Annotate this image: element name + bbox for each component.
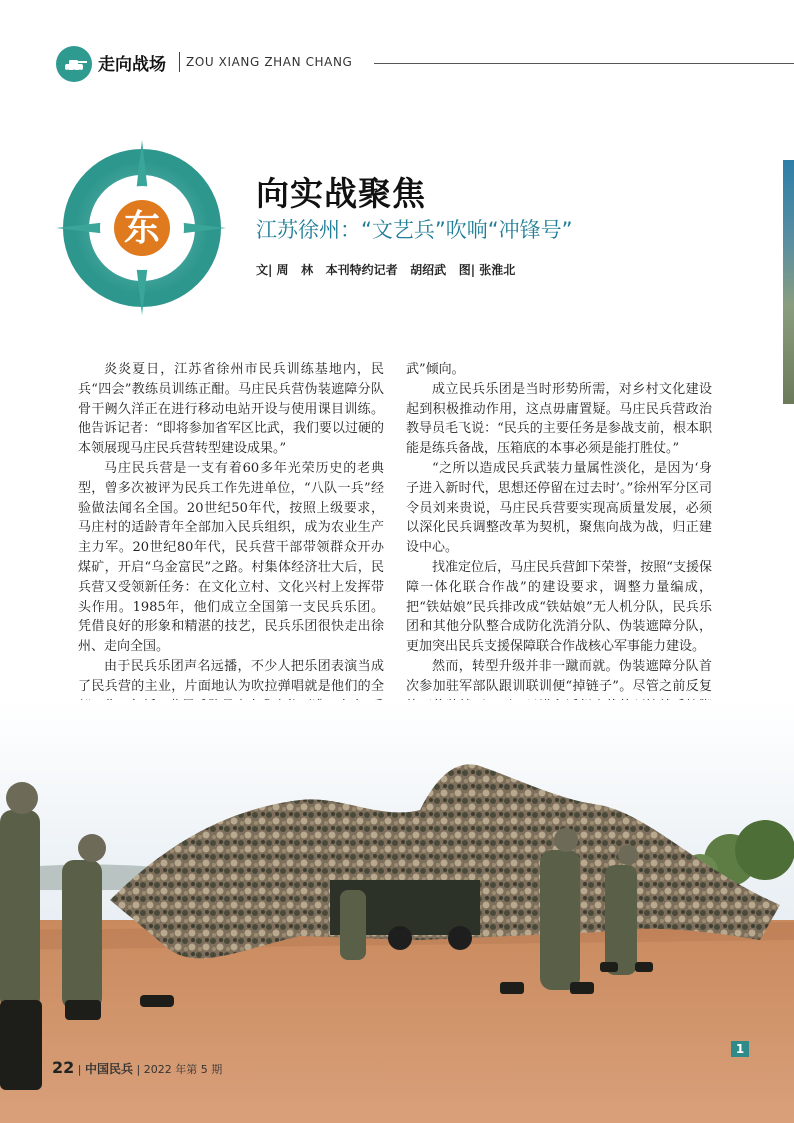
footer-divider: |: [136, 1063, 141, 1076]
body-column-left: [78, 360, 384, 736]
page-footer: [52, 1058, 222, 1077]
paragraph: 成立民兵乐团是当时形势所需，对乡村文化建设起到积极推动作用，这点毋庸置疑。马庄民兵营政治教导员毛飞说：“民兵的主要任务是参战支前，根本职能是练兵备战，压箱底的本事必须是能打胜仗。”: [406, 381, 712, 457]
issue-label: 2022 年第 5 期: [143, 1063, 223, 1076]
paragraph: 然而，转型升级并非一蹴而就。伪装遮障分队首次参加驻军部队跟训联训便“掉链子”。尽管之前反复: [406, 658, 712, 694]
paragraph: 找准定位后，马庄民兵营卸下荣誉，按照“支援保障一体化联合作战”的建设要求，调整力量编成，把“铁姑娘”民兵排改成“铁姑娘”无人机分队，民兵乐团和其他分队整合成防化洗消分队、伪装遮障分队，更加突出民兵支援保障联合作战核心军事能力建设。: [406, 559, 712, 655]
paragraph: 炎炎夏日，江苏省徐州市民兵训练基地内，民兵“四会”教练员训练正酣。马庄民兵营伪装遮障分队骨干阙久洋正在进行移动电站开设与使用课目训练。他告诉记者：“即将参加省军区比武，我们要以过硬的本领展现马庄民兵营转型建设成果。”: [78, 362, 384, 457]
side-photo-strip: [783, 160, 794, 404]
magazine-name: 中国民兵: [84, 1062, 133, 1076]
emblem-character: 东: [123, 207, 160, 249]
tank-icon: [56, 46, 92, 82]
page-marker: 1: [731, 1041, 749, 1057]
section-title: 走向战场: [98, 55, 166, 75]
paragraph: 马庄民兵营是一支有着60多年光荣历史的老典型，曾多次被评为民兵工作先进单位，“八队一兵”经验做法闻名全国。20世纪50年代，按照上级要求，马庄村的适龄青年全部加入民兵组织，成为农业生产主力军。20世纪80年代，民兵营干部带领群众开办煤矿，开启“乌金富民”之路。村集体经济壮大后，民兵营又受领新任务：在文化立村、文化兴村上发挥带头作用。1985年，他们成立全国第一支民兵乐团。凭借良好的形象和精湛的技艺，民兵乐团很快走出徐州、走向全国。: [78, 460, 384, 655]
header-divider: [179, 52, 180, 72]
footer-divider: |: [77, 1063, 82, 1076]
header-rule: [374, 63, 794, 64]
section-pinyin: ZOU XIANG ZHAN CHANG: [186, 55, 353, 69]
paragraph-continued: 武”倾向。: [406, 362, 465, 377]
page-number: 22: [52, 1058, 75, 1077]
article-subtitle: 江苏徐州：“文艺兵”吹响“冲锋号”: [256, 218, 573, 242]
article-byline: 文| 周 林 本刊特约记者 胡绍武 图| 张淮北: [256, 263, 516, 277]
article-title: 向实战聚焦: [256, 174, 426, 213]
paragraph: “之所以造成民兵武装力量属性淡化，是因为‘身子进入新时代，思想还停留在过去时’。”徐州军分区司令员刘来贵说，马庄民兵营要实现高质量发展，必须以深化民兵调整改革为契机，聚焦向战为战，归正建设中心。: [406, 460, 712, 556]
paragraph: 由于民兵乐团声名远播，不少人把乐团表演当成了民兵营的主业，片面地认为吹拉弹唱就是他们的全: [78, 658, 384, 694]
body-column-right: [406, 360, 712, 736]
